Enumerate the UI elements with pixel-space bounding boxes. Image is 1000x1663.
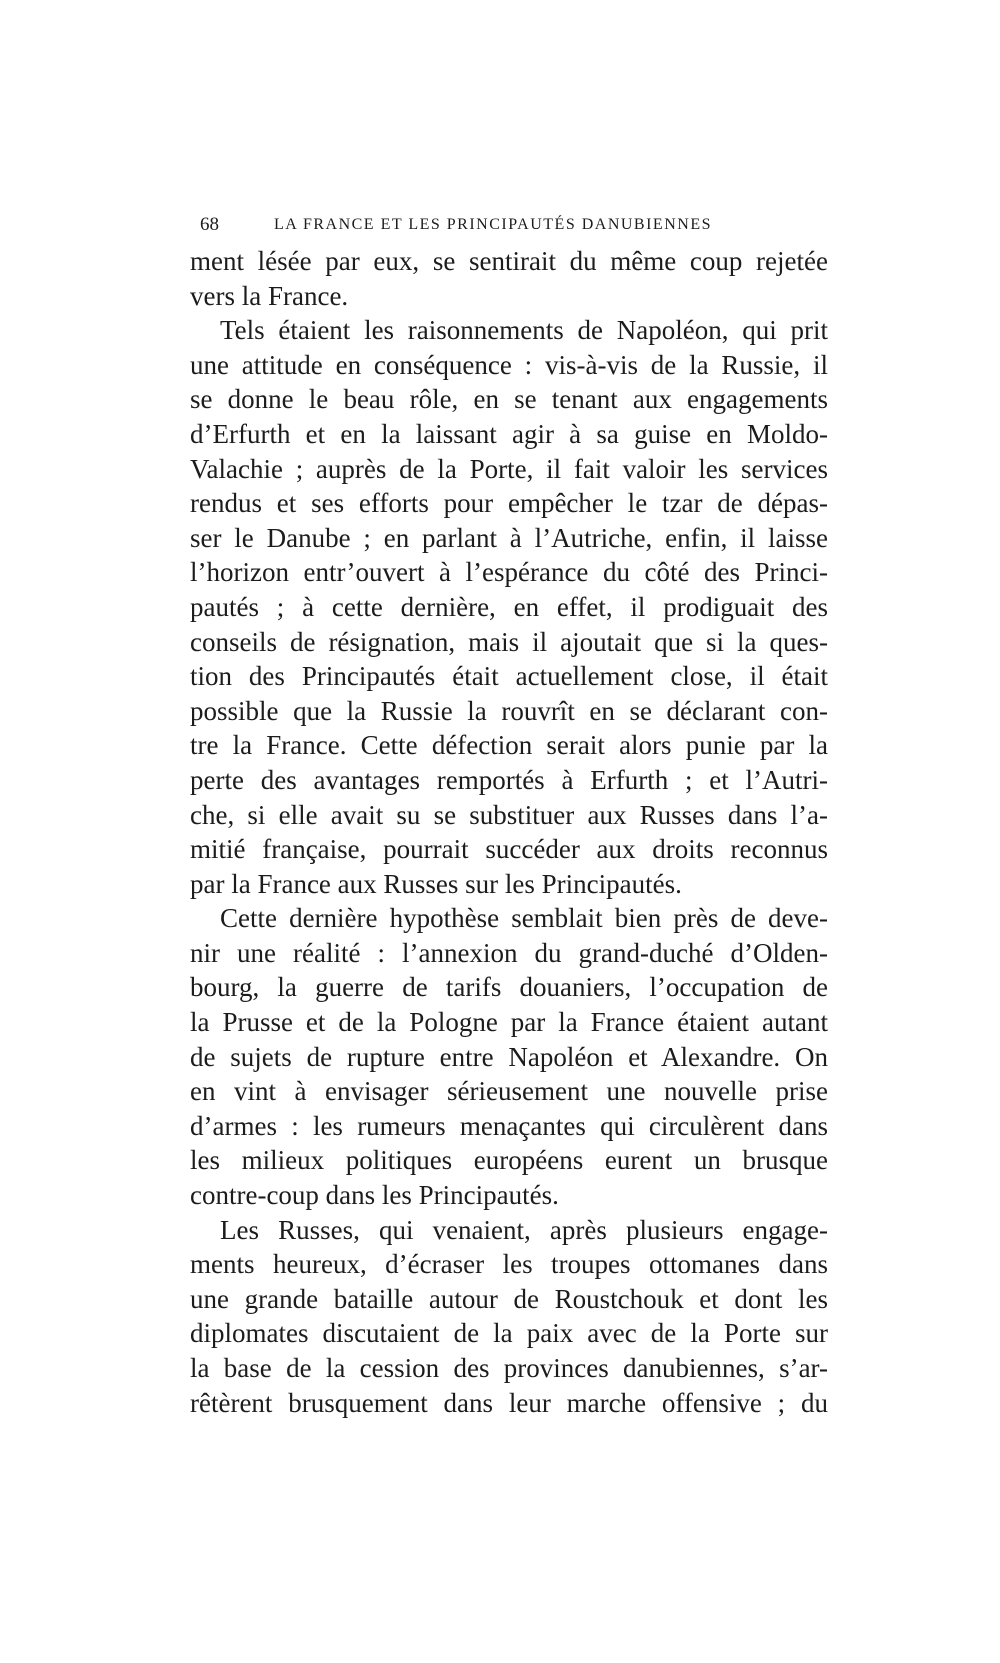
text-line: la base de la cession des provinces danubiennes, s’ar-: [190, 1353, 828, 1383]
text-line: rendus et ses efforts pour empêcher le tzar de dépas-: [190, 488, 828, 519]
text-line: d’Erfurth et en la laissant agir à sa guise en Moldo-: [190, 418, 828, 449]
text-line: une grande bataille autour de Roustchouk et dont les: [190, 1283, 828, 1314]
text-line: mitié française, pourrait succéder aux droits reconnus: [190, 834, 828, 865]
text-line: nir une réalité : l’annexion du grand-duché d’Olden-: [190, 937, 828, 968]
text-line: ser le Danube ; en parlant à l’Autriche, enfin, il laisse: [190, 522, 828, 553]
body-text: [190, 244, 828, 1420]
page-number: 68: [200, 214, 219, 235]
text-line: ment lésée par eux, se sentirait du même coup rejetée: [190, 246, 828, 276]
text-line: tion des Principautés était actuellement close, il était: [190, 661, 828, 692]
text-line: tre la France. Cette défection serait alors punie par la: [190, 730, 828, 761]
running-head: [200, 210, 760, 240]
text-line: Les Russes, qui venaient, après plusieurs engage-: [220, 1214, 828, 1245]
text-line: vers la France.: [190, 280, 349, 311]
text-line: en vint à envisager sérieusement une nouvelle prise: [190, 1076, 828, 1107]
text-line: la Prusse et de la Pologne par la France étaient autant: [190, 1007, 828, 1038]
text-line: Valachie ; auprès de la Porte, il fait valoir les services: [190, 453, 828, 484]
text-line: pautés ; à cette dernière, en effet, il prodiguait des: [190, 591, 828, 622]
running-head-title: LA FRANCE ET LES PRINCIPAUTÉS DANUBIENNES: [274, 216, 712, 233]
text-line: che, si elle avait su se substituer aux Russes dans l’a-: [190, 799, 828, 830]
text-line: conseils de résignation, mais il ajoutait que si la ques-: [190, 626, 828, 657]
text-line: de sujets de rupture entre Napoléon et Alexandre. On: [190, 1041, 828, 1072]
text-line: par la France aux Russes sur les Principautés.: [190, 868, 682, 899]
text-line: une attitude en conséquence : vis-à-vis de la Russie, il: [190, 349, 828, 380]
text-line: l’horizon entr’ouvert à l’espérance du côté des Princi-: [190, 557, 828, 588]
text-line: Tels étaient les raisonnements de Napoléon, qui prit: [220, 315, 828, 346]
text-line: Cette dernière hypothèse semblait bien près de deve-: [220, 903, 828, 934]
text-line: perte des avantages remportés à Erfurth ; et l’Autri-: [190, 764, 828, 795]
text-line: se donne le beau rôle, en se tenant aux engagements: [190, 384, 828, 415]
text-line: rêtèrent brusquement dans leur marche offensive ; du: [190, 1387, 828, 1418]
text-line: possible que la Russie la rouvrît en se déclarant con-: [190, 695, 828, 726]
text-line: contre-coup dans les Principautés.: [190, 1180, 559, 1211]
text-line: ments heureux, d’écraser les troupes ottomanes dans: [190, 1249, 828, 1280]
text-line: diplomates discutaient de la paix avec de la Porte sur: [190, 1318, 828, 1349]
text-line: les milieux politiques européens eurent un brusque: [190, 1145, 828, 1176]
text-line: bourg, la guerre de tarifs douaniers, l’occupation de: [190, 972, 828, 1003]
text-line: d’armes : les rumeurs menaçantes qui circulèrent dans: [190, 1110, 828, 1141]
